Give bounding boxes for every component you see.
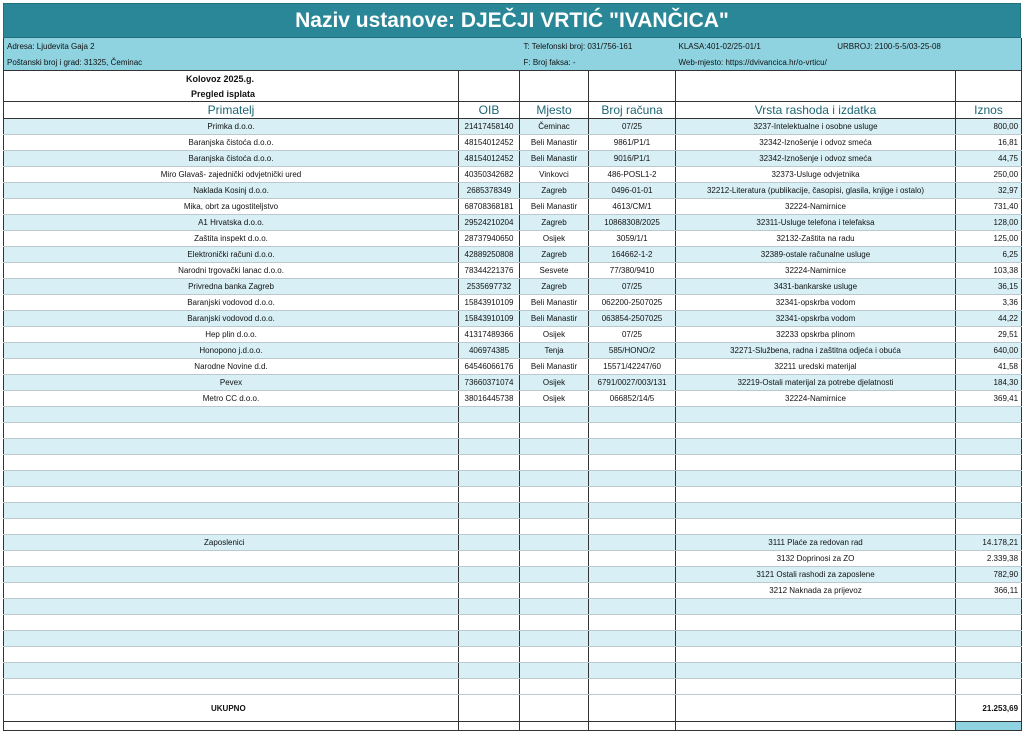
cell-broj-racuna: 6791/0027/003/131 (589, 375, 676, 391)
cell-oib: 48154012452 (459, 151, 520, 167)
cell-primatelj: Elektronički računi d.o.o. (4, 247, 459, 263)
cell-vrsta-rashoda: 3111 Plaće za redovan rad (676, 535, 956, 551)
payment-row (4, 359, 1022, 375)
cell-broj-racuna: 07/25 (589, 327, 676, 343)
cell-broj-racuna: 0496-01-01 (589, 183, 676, 199)
cell-vrsta-rashoda: 3237-Intelektualne i osobne usluge (676, 119, 956, 135)
payments-table (3, 38, 1022, 731)
cell-iznos: 640,00 (956, 343, 1022, 359)
period: Kolovoz 2025.g. (4, 71, 459, 87)
employee-row (4, 567, 1022, 583)
cell-oib: 29524210204 (459, 215, 520, 231)
period-row (4, 71, 1022, 87)
klasa: KLASA:401-02/25-01/1 (678, 41, 761, 51)
cell-vrsta-rashoda: 32224-Namirnice (676, 263, 956, 279)
subtitle-row (4, 86, 1022, 102)
cell-oib: 78344221376 (459, 263, 520, 279)
cell-broj-racuna: 07/25 (589, 119, 676, 135)
payment-row (4, 279, 1022, 295)
total-value: 21.253,69 (956, 695, 1022, 722)
cell-mjesto: Beli Manastir (520, 135, 589, 151)
cell-primatelj: Zaštita inspekt d.o.o. (4, 231, 459, 247)
cell-iznos: 32,97 (956, 183, 1022, 199)
empty-row (4, 647, 1022, 663)
cell-oib: 48154012452 (459, 135, 520, 151)
payment-row (4, 311, 1022, 327)
cell-iznos: 782,90 (956, 567, 1022, 583)
cell-iznos: 128,00 (956, 215, 1022, 231)
cell-mjesto: Beli Manastir (520, 151, 589, 167)
employee-row (4, 551, 1022, 567)
payment-row (4, 135, 1022, 151)
cell-vrsta-rashoda: 32224-Namirnice (676, 199, 956, 215)
cell-iznos: 731,40 (956, 199, 1022, 215)
cell-vrsta-rashoda: 32211 uredski materijal (676, 359, 956, 375)
cell-vrsta-rashoda: 32341-opskrba vodom (676, 311, 956, 327)
cell-mjesto: Čeminac (520, 119, 589, 135)
col-primatelj: Primatelj (4, 102, 459, 119)
cell-mjesto: Zagreb (520, 183, 589, 199)
cell-vrsta-rashoda: 3132 Doprinosi za ZO (676, 551, 956, 567)
cell-primatelj: Metro CC d.o.o. (4, 391, 459, 407)
cell-vrsta-rashoda: 32311-Usluge telefona i telefaksa (676, 215, 956, 231)
cell-primatelj: Baranjska čistoća d.o.o. (4, 151, 459, 167)
empty-row (4, 599, 1022, 615)
payment-row (4, 327, 1022, 343)
cell-mjesto: Tenja (520, 343, 589, 359)
urbroj: URBROJ: 2100-5-5/03-25-08 (837, 41, 941, 51)
empty-row (4, 455, 1022, 471)
empty-row (4, 519, 1022, 535)
info-row-2 (4, 54, 1022, 71)
cell-broj-racuna: 9861/P1/1 (589, 135, 676, 151)
institution-title: Naziv ustanove: DJEČJI VRTIĆ "IVANČICA" (3, 3, 1021, 38)
cell-vrsta-rashoda: 32389-ostale računalne usluge (676, 247, 956, 263)
cell-iznos: 41,58 (956, 359, 1022, 375)
cell-mjesto: Osijek (520, 375, 589, 391)
cell-oib: 2535697732 (459, 279, 520, 295)
cell-primatelj: Pevex (4, 375, 459, 391)
address: Adresa: Ljudevita Gaja 2 (4, 38, 459, 54)
cell-iznos: 369,41 (956, 391, 1022, 407)
cell-vrsta-rashoda: 32132-Zaštita na radu (676, 231, 956, 247)
cell-vrsta-rashoda: 32341-opskrba vodom (676, 295, 956, 311)
cell-oib: 15843910109 (459, 295, 520, 311)
cell-iznos: 800,00 (956, 119, 1022, 135)
cell-oib: 38016445738 (459, 391, 520, 407)
payment-row (4, 167, 1022, 183)
empty-row (4, 503, 1022, 519)
cell-broj-racuna: 063854-2507025 (589, 311, 676, 327)
payment-row (4, 263, 1022, 279)
payment-row (4, 247, 1022, 263)
cell-oib: 406974385 (459, 343, 520, 359)
cell-broj-racuna: 164662-1-2 (589, 247, 676, 263)
cell-mjesto: Vinkovci (520, 167, 589, 183)
cell-primatelj: Baranjska čistoća d.o.o. (4, 135, 459, 151)
payment-row (4, 343, 1022, 359)
cell-iznos: 44,75 (956, 151, 1022, 167)
payment-row (4, 183, 1022, 199)
cell-broj-racuna: 3059/1/1 (589, 231, 676, 247)
cell-oib: 28737940650 (459, 231, 520, 247)
cell-oib: 41317489366 (459, 327, 520, 343)
cell-mjesto: Beli Manastir (520, 311, 589, 327)
payment-row (4, 199, 1022, 215)
cell-vrsta-rashoda: 32373-Usluge odvjetnika (676, 167, 956, 183)
cell-mjesto: Sesvete (520, 263, 589, 279)
cell-broj-racuna: 9016/P1/1 (589, 151, 676, 167)
cell-primatelj: Miro Glavaš- zajednički odvjetnički ured (4, 167, 459, 183)
col-broj-racuna: Broj računa (589, 102, 676, 119)
cell-primatelj: Baranjski vodovod d.o.o. (4, 295, 459, 311)
payment-row (4, 391, 1022, 407)
footer-blank-row (4, 722, 1022, 731)
empty-row (4, 663, 1022, 679)
phone: T: Telefonski broj: 031/756-161 (459, 38, 676, 54)
cell-mjesto: Beli Manastir (520, 295, 589, 311)
cell-mjesto: Zagreb (520, 279, 589, 295)
cell-vrsta-rashoda: 3212 Naknada za prijevoz (676, 583, 956, 599)
empty-row (4, 471, 1022, 487)
cell-vrsta-rashoda: 32271-Službena, radna i zaštitna odjeća i obuća (676, 343, 956, 359)
cell-oib: 42889250808 (459, 247, 520, 263)
cell-oib: 21417458140 (459, 119, 520, 135)
cell-oib: 73660371074 (459, 375, 520, 391)
cell-iznos: 14.178,21 (956, 535, 1022, 551)
cell-primatelj: Mika, obrt za ugostiteljstvo (4, 199, 459, 215)
employee-row (4, 583, 1022, 599)
employees-label: Zaposlenici (4, 535, 459, 551)
payment-row (4, 231, 1022, 247)
empty-row (4, 487, 1022, 503)
cell-vrsta-rashoda: 32233 opskrba plinom (676, 327, 956, 343)
cell-mjesto: Beli Manastir (520, 359, 589, 375)
payment-row (4, 375, 1022, 391)
cell-primatelj: Primka d.o.o. (4, 119, 459, 135)
cell-iznos: 366,11 (956, 583, 1022, 599)
cell-oib: 68708368181 (459, 199, 520, 215)
empty-row (4, 407, 1022, 423)
payment-row (4, 151, 1022, 167)
payment-row (4, 119, 1022, 135)
cell-primatelj: Privredna banka Zagreb (4, 279, 459, 295)
cell-iznos: 44,22 (956, 311, 1022, 327)
cell-vrsta-rashoda: 32212-Literatura (publikacije, časopisi, glasila, knjige i ostalo) (676, 183, 956, 199)
cell-mjesto: Osijek (520, 391, 589, 407)
cell-primatelj: A1 Hrvatska d.o.o. (4, 215, 459, 231)
cell-primatelj: Honopono j.d.o.o. (4, 343, 459, 359)
cell-oib: 15843910109 (459, 311, 520, 327)
cell-iznos: 3,36 (956, 295, 1022, 311)
cell-iznos: 29,51 (956, 327, 1022, 343)
cell-vrsta-rashoda: 3431-bankarske usluge (676, 279, 956, 295)
cell-oib: 40350342682 (459, 167, 520, 183)
cell-primatelj: Baranjski vodovod d.o.o. (4, 311, 459, 327)
cell-broj-racuna: 486-POSL1-2 (589, 167, 676, 183)
cell-iznos: 184,30 (956, 375, 1022, 391)
col-mjesto: Mjesto (520, 102, 589, 119)
empty-row (4, 423, 1022, 439)
fax: F: Broj faksa: - (459, 54, 676, 71)
payment-row (4, 215, 1022, 231)
cell-vrsta-rashoda: 32224-Namirnice (676, 391, 956, 407)
info-row-1 (4, 38, 1022, 54)
spreadsheet (3, 3, 1021, 731)
empty-row (4, 631, 1022, 647)
cell-vrsta-rashoda: 32342-Iznošenje i odvoz smeća (676, 135, 956, 151)
cell-primatelj: Naklada Kosinj d.o.o. (4, 183, 459, 199)
cell-mjesto: Osijek (520, 327, 589, 343)
cell-vrsta-rashoda: 32342-Iznošenje i odvoz smeća (676, 151, 956, 167)
cell-iznos: 2.339,38 (956, 551, 1022, 567)
cell-primatelj: Narodne Novine d.d. (4, 359, 459, 375)
cell-broj-racuna: 07/25 (589, 279, 676, 295)
col-vrsta-rashoda: Vrsta rashoda i izdatka (676, 102, 956, 119)
col-oib: OIB (459, 102, 520, 119)
cell-broj-racuna: 15571/42247/60 (589, 359, 676, 375)
cell-mjesto: Zagreb (520, 215, 589, 231)
column-headers (4, 102, 1022, 119)
cell-iznos: 103,38 (956, 263, 1022, 279)
cell-iznos: 16,81 (956, 135, 1022, 151)
cell-broj-racuna: 066852/14/5 (589, 391, 676, 407)
cell-broj-racuna: 77/380/9410 (589, 263, 676, 279)
postal-city: Poštanski broj i grad: 31325, Čeminac (4, 54, 459, 71)
cell-broj-racuna: 585/HONO/2 (589, 343, 676, 359)
empty-row (4, 679, 1022, 695)
cell-iznos: 125,00 (956, 231, 1022, 247)
cell-iznos: 250,00 (956, 167, 1022, 183)
empty-row (4, 615, 1022, 631)
website: Web-mjesto: https://dvivancica.hr/o-vrticu/ (676, 54, 1022, 71)
cell-oib: 2685378349 (459, 183, 520, 199)
cell-vrsta-rashoda: 3121 Ostali rashodi za zaposlene (676, 567, 956, 583)
cell-iznos: 36,15 (956, 279, 1022, 295)
employee-row (4, 535, 1022, 551)
cell-mjesto: Beli Manastir (520, 199, 589, 215)
cell-primatelj: Hep plin d.o.o. (4, 327, 459, 343)
cell-mjesto: Osijek (520, 231, 589, 247)
col-iznos: Iznos (956, 102, 1022, 119)
payment-row (4, 295, 1022, 311)
klasa-urbroj (676, 38, 1022, 54)
empty-row (4, 439, 1022, 455)
cell-primatelj: Narodni trgovački lanac d.o.o. (4, 263, 459, 279)
cell-iznos: 6,25 (956, 247, 1022, 263)
subtitle: Pregled isplata (4, 86, 459, 102)
cell-mjesto: Zagreb (520, 247, 589, 263)
total-label: UKUPNO (4, 695, 459, 722)
cell-vrsta-rashoda: 32219-Ostali materijal za potrebe djelatnosti (676, 375, 956, 391)
cell-broj-racuna: 10868308/2025 (589, 215, 676, 231)
cell-broj-racuna: 062200-2507025 (589, 295, 676, 311)
cell-oib: 64546066176 (459, 359, 520, 375)
cell-broj-racuna: 4613/CM/1 (589, 199, 676, 215)
